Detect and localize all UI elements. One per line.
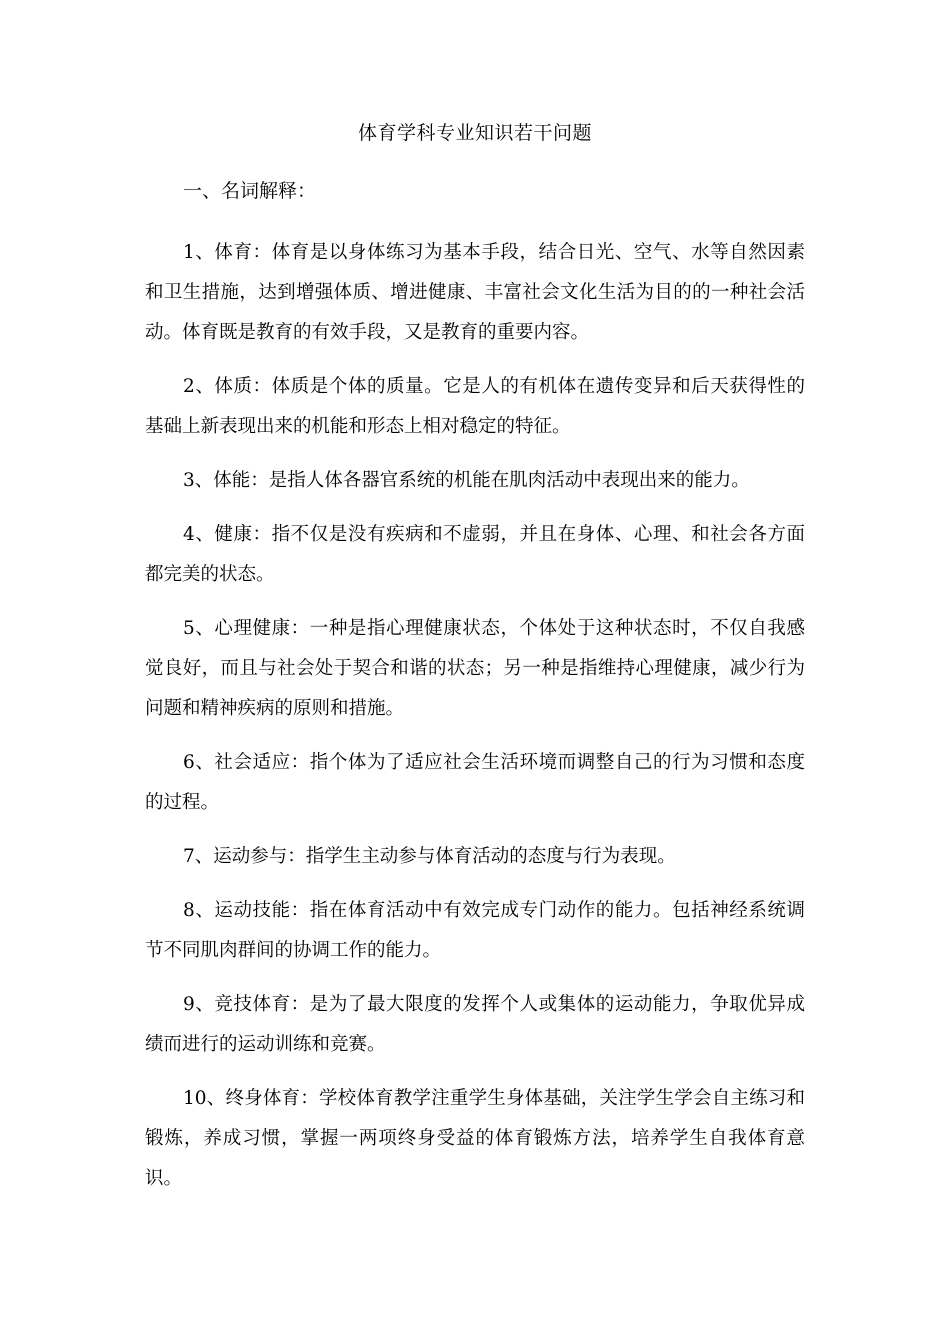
document-title: 体育学科专业知识若干问题 <box>357 122 592 144</box>
paragraph-term-8: 8、运动技能：指在体育活动中有效完成专门动作的能力。包括神经系统调节不同肌肉群间的协调工作的能力。 <box>145 900 805 961</box>
paragraph-term-1: 1、体育：体育是以身体练习为基本手段，结合日光、空气、水等自然因素和卫生措施，达到增强体质、增进健康、丰富社会文化生活为目的的一种社会活动。体育既是教育的有效手段，又是教育的重要内容。 <box>145 242 805 343</box>
paragraph-term-6: 6、社会适应：指个体为了适应社会生活环境而调整自己的行为习惯和态度的过程。 <box>145 752 805 813</box>
paragraph-term-2: 2、体质：体质是个体的质量。它是人的有机体在遗传变异和后天获得性的基础上新表现出来的机能和形态上相对稳定的特征。 <box>145 376 805 437</box>
paragraph-term-9: 9、竞技体育：是为了最大限度的发挥个人或集体的运动能力，争取优异成绩而进行的运动训练和竞赛。 <box>145 994 805 1055</box>
paragraph-term-4: 4、健康：指不仅是没有疾病和不虚弱，并且在身体、心理、和社会各方面都完美的状态。 <box>145 524 805 585</box>
section-heading: 一、名词解释： <box>183 180 317 202</box>
paragraph-term-3: 3、体能：是指人体各器官系统的机能在肌肉活动中表现出来的能力。 <box>183 470 750 491</box>
paragraph-term-7: 7、运动参与：指学生主动参与体育活动的态度与行为表现。 <box>183 846 676 867</box>
document-page <box>145 118 805 1218</box>
paragraph-term-10: 10、终身体育：学校体育教学注重学生身体基础，关注学生学会自主练习和锻炼，养成习惯，掌握一两项终身受益的体育锻炼方法，培养学生自我体育意识。 <box>145 1088 805 1189</box>
paragraph-term-5: 5、心理健康：一种是指心理健康状态，个体处于这种状态时，不仅自我感觉良好，而且与社会处于契合和谐的状态；另一种是指维持心理健康，减少行为问题和精神疾病的原则和措施。 <box>145 618 805 719</box>
